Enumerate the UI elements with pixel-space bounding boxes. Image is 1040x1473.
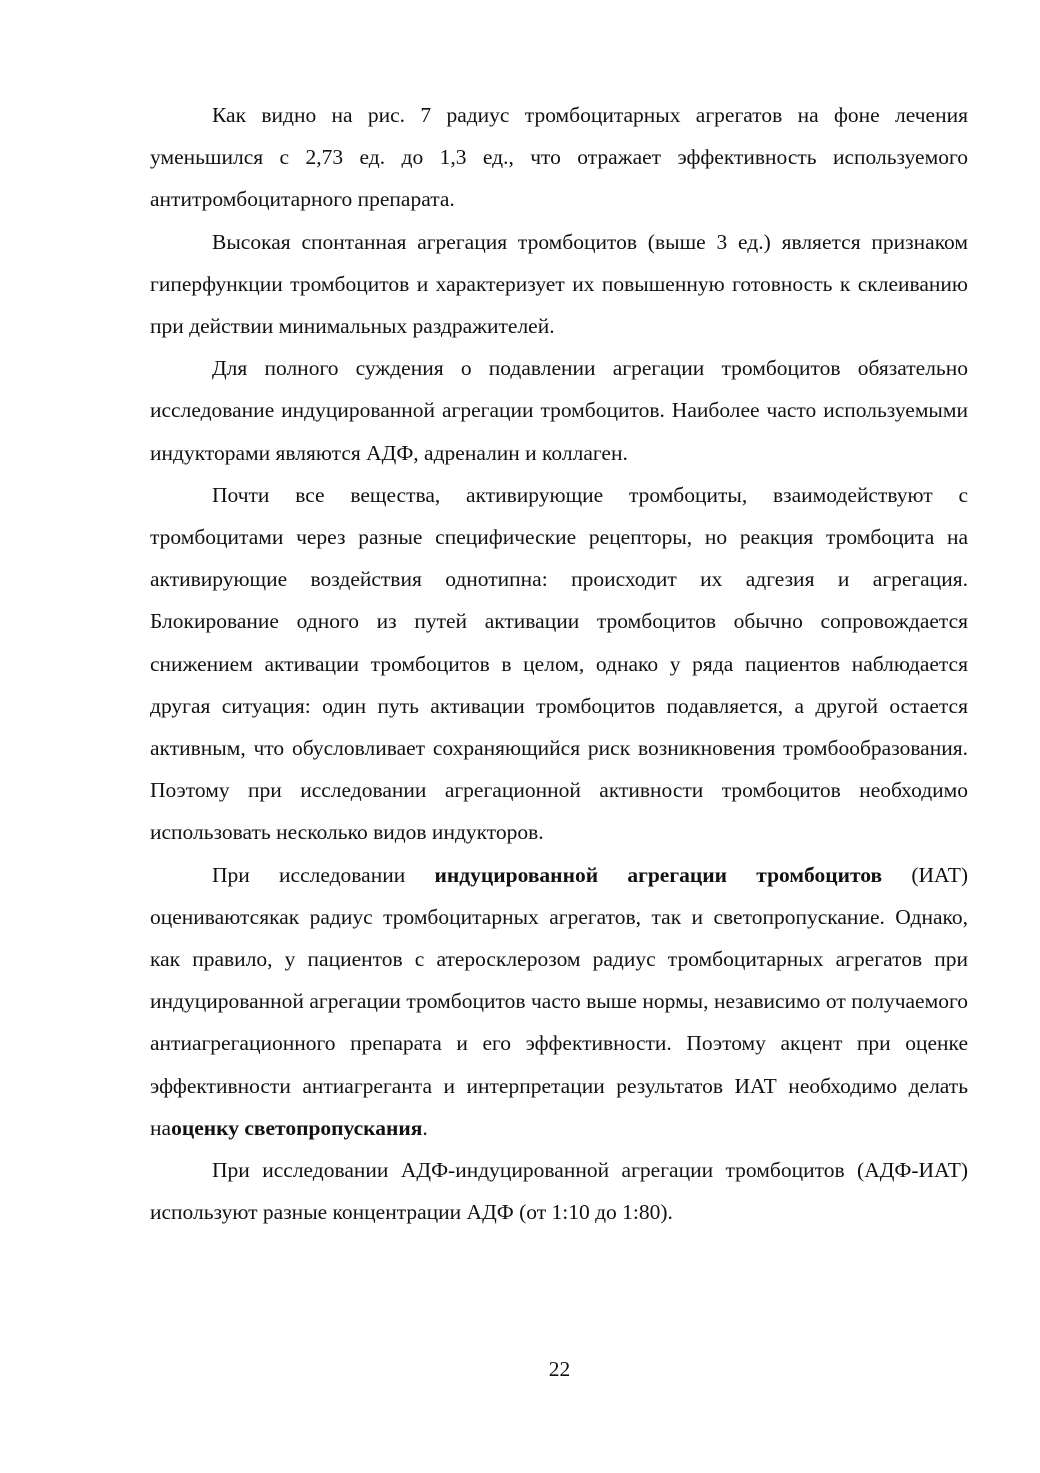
paragraph-adp-iat: При исследовании АДФ-индуцированной агрегации тромбоцитов (АДФ-ИАТ) используют разные концентрации АДФ (от 1:10 до 1:80). xyxy=(150,1158,968,1225)
paragraph-iat-text-3: . xyxy=(422,1115,428,1140)
paragraph-iat-bold-emphasis: оценку светопропускания xyxy=(171,1115,423,1140)
paragraph-spontaneous-aggregation: Высокая спонтанная агрегация тромбоцитов (выше 3 ед.) является признаком гиперфункции тромбоцитов и характеризует их повышенную готовность к склеиванию при действии минимальных раздражителей. xyxy=(150,229,968,339)
document-body xyxy=(150,94,968,1233)
paragraph-activation-pathways: Почти все вещества, активирующие тромбоциты, взаимодействуют с тромбоцитами через разные специфические рецепторы, но реакция тромбоцита на активирующие воздействия однотипна: происходит их адгезия и агрегация. Блокирование одного из путей активации тромбоцитов обычно сопровождается снижением активации тромбоцитов в целом, однако у ряда пациентов наблюдается другая ситуация: один путь активации тромбоцитов подавляется, а другой остается активным, что обусловливает сохраняющийся риск возникновения тромбообразования. Поэтому при исследовании агрегационной активности тромбоцитов необходимо использовать несколько видов индукторов. xyxy=(150,482,968,845)
paragraph-iat-bold-term: индуцированной агрегации тромбоцитов xyxy=(434,862,883,887)
paragraph-iat-text-2: (ИАТ) оцениваютсякак радиус тромбоцитарных агрегатов, так и светопропускание. Однако, как правило, у пациентов с атеросклерозом радиус тромбоцитарных агрегатов при индуцированной агрегации тромбоцитов часто выше нормы, независимо от получаемого антиагрегационного препарата и его эффективности. Поэтому акцент при оценке эффективности антиагреганта и интерпретации результатов ИАТ необходимо делать на xyxy=(150,862,968,1140)
paragraph-induced-aggregation: Для полного суждения о подавлении агрегации тромбоцитов обязательно исследование индуцированной агрегации тромбоцитов. Наиболее часто используемыми индукторами являются АДФ, адреналин и коллаген. xyxy=(150,356,968,465)
paragraph-iat xyxy=(150,854,968,1149)
paragraph-iat-text-1: При исследовании xyxy=(212,862,435,887)
page-number: 22 xyxy=(548,1357,571,1381)
paragraph-radius-result: Как видно на рис. 7 радиус тромбоцитарных агрегатов на фоне лечения уменьшился с 2,73 ед. до 1,3 ед., что отражает эффективность используемого антитромбоцитарного препарата. xyxy=(150,103,968,212)
